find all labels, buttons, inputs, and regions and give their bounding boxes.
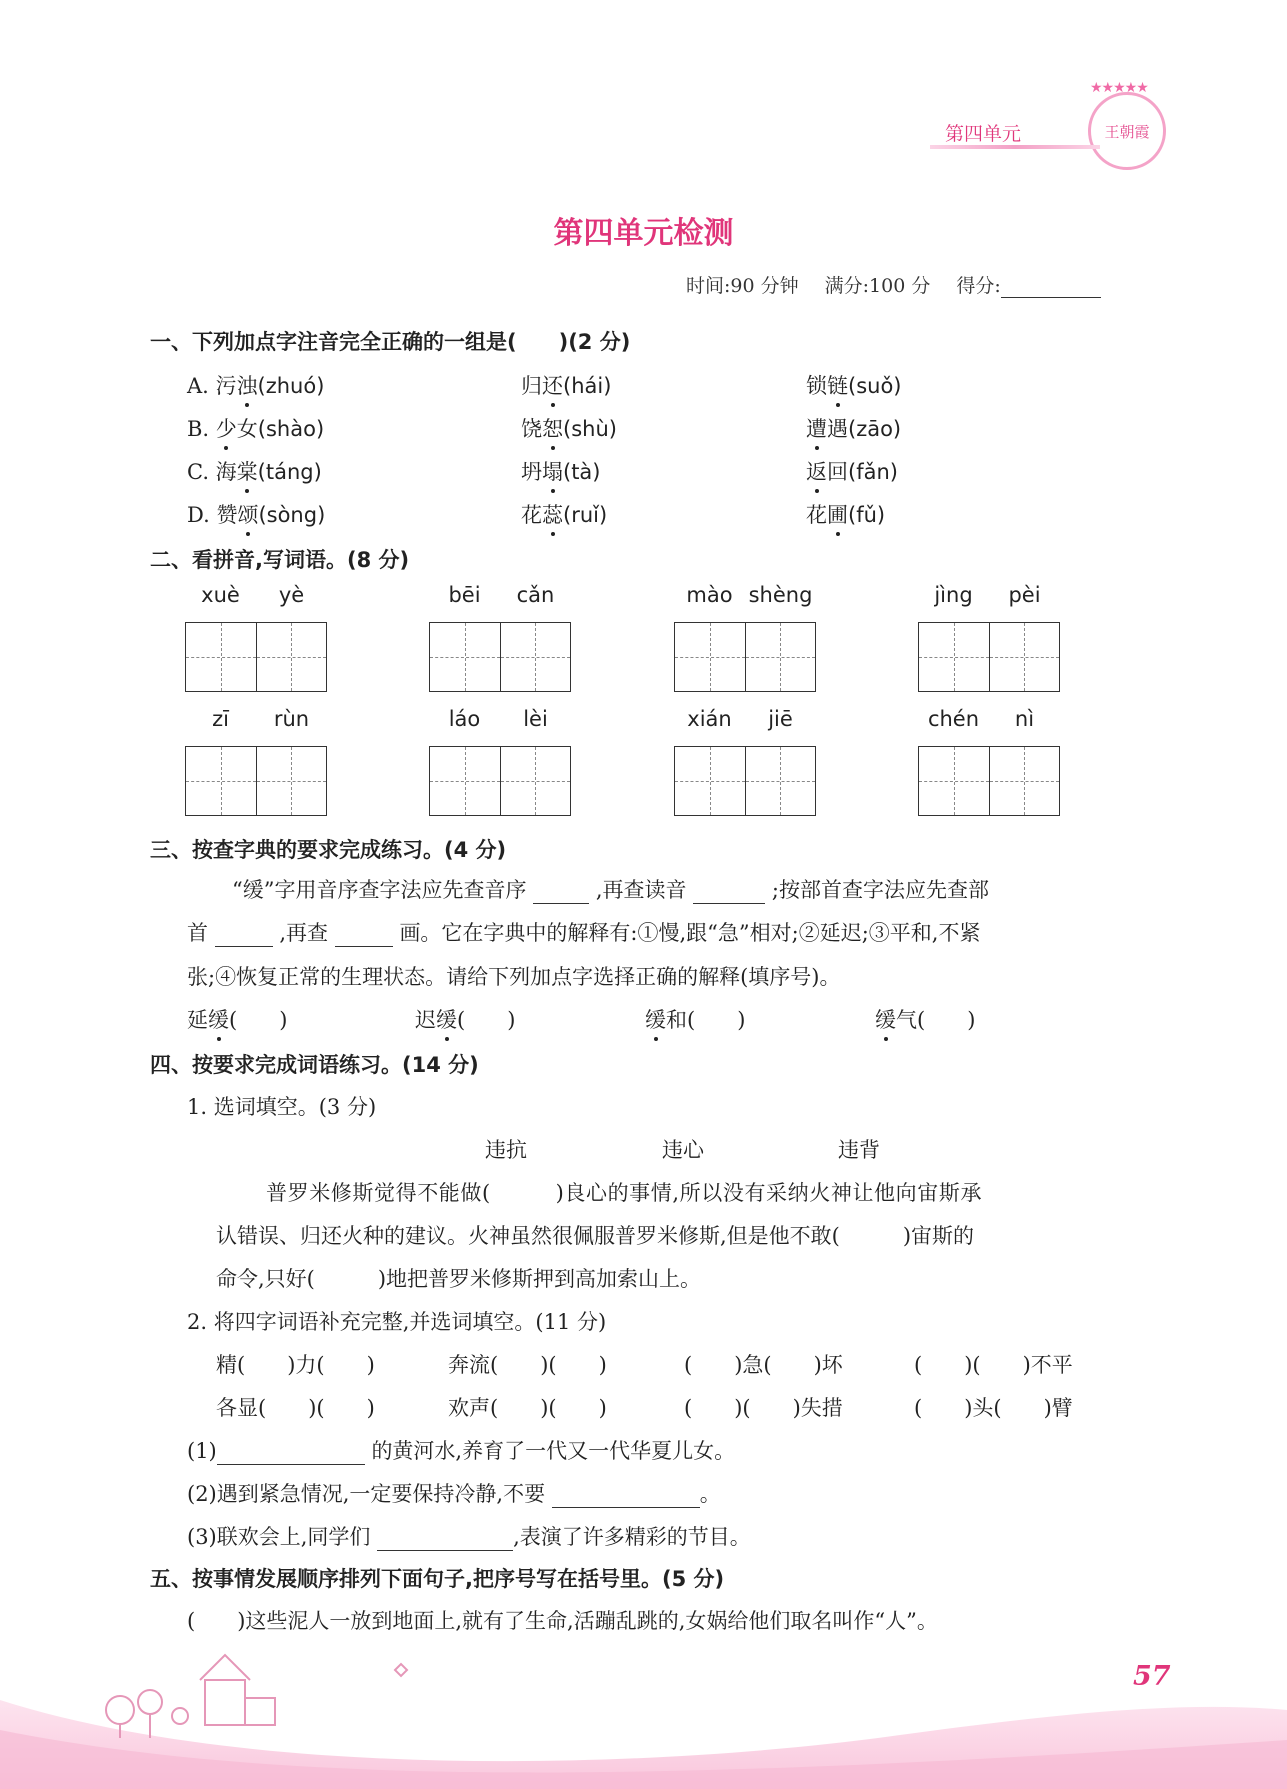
score-blank[interactable]	[1001, 277, 1101, 298]
q1-option-word	[806, 499, 885, 529]
q1-option-label: D. 赞颂(sòng)	[187, 499, 325, 529]
grid-cell[interactable]	[989, 623, 1060, 691]
q1-option-word	[806, 456, 898, 486]
q4-para-line2: 认错误、归还火种的建议。火神虽然很佩服普罗米修斯,但是他不敢( )宙斯的	[216, 1224, 975, 1248]
pinyin-text: (shào)	[257, 417, 325, 441]
pinyin-label: xián	[687, 707, 732, 731]
q1-option-label: C. 海棠(táng)	[187, 456, 322, 486]
pinyin-label: shèng	[748, 583, 813, 607]
unit-tag: 第四单元	[945, 123, 1022, 145]
writing-grid[interactable]	[918, 622, 1060, 692]
q1-word	[806, 503, 885, 527]
char-text: 花	[806, 503, 827, 527]
page-number: 57	[1133, 1661, 1171, 1692]
dotted-char: 恕	[542, 413, 563, 443]
char-text: 坍	[521, 460, 542, 484]
char-text: 回	[827, 460, 848, 484]
pinyin-text: (zāo)	[848, 417, 902, 441]
grid-cell[interactable]	[430, 623, 500, 691]
pinyin-label: jìng	[934, 583, 973, 607]
grid-cell[interactable]	[500, 623, 571, 691]
pinyin-text: (hái)	[563, 374, 612, 398]
q5-line1: ( )这些泥人一放到地面上,就有了生命,活蹦乱跳的,女娲给他们取名叫作“人”。	[187, 1609, 938, 1633]
dotted-char: 棠	[237, 456, 258, 486]
char-text: 赞	[216, 503, 238, 527]
idiom-item[interactable]: ( )头( )臂	[914, 1396, 1073, 1420]
dotted-char: 遭	[806, 413, 827, 443]
footer-wave-decoration	[0, 1640, 1287, 1789]
dotted-char: 少	[216, 413, 237, 443]
q1-option-word	[216, 460, 322, 484]
q4-choice-1: 违抗	[485, 1138, 527, 1162]
q4-s3-blank[interactable]	[377, 1530, 513, 1551]
dotted-char: 缓	[875, 1004, 896, 1034]
pinyin-label: mào	[686, 583, 733, 607]
writing-grid[interactable]	[918, 746, 1060, 816]
pinyin-label: jiē	[768, 707, 793, 731]
time-limit: 时间:90 分钟	[686, 275, 799, 297]
pinyin-label: rùn	[273, 707, 310, 731]
pinyin-text: (fǔ)	[848, 503, 886, 527]
q4-s2-blank[interactable]	[552, 1487, 700, 1508]
stars-decoration: ★★★★★	[1090, 80, 1148, 96]
q1-heading: 一、下列加点字注音完全正确的一组是( )(2 分)	[150, 330, 631, 354]
q5-heading: 五、按事情发展顺序排列下面句子,把序号写在括号里。(5 分)	[150, 1567, 725, 1591]
q1-option-word	[806, 370, 901, 400]
q4-sentence-3: (3)联欢会上,同学们 ,表演了许多精彩的节目。	[187, 1525, 751, 1549]
q1-option-word	[521, 499, 607, 529]
char-text: 女	[236, 417, 258, 441]
char-text: 遇	[827, 417, 848, 441]
char-text: ( )	[457, 1008, 516, 1032]
q1-word	[521, 417, 617, 441]
idiom-item[interactable]: 奔流( )( )	[448, 1353, 607, 1377]
grid-cell[interactable]	[745, 623, 816, 691]
grid-cell[interactable]	[989, 747, 1060, 815]
pinyin-text: (sòng)	[258, 503, 326, 527]
q3-blank-bihua[interactable]	[335, 926, 393, 947]
q3-blank-duyin[interactable]	[693, 883, 765, 904]
pinyin-text: (tà)	[563, 460, 601, 484]
grid-cell[interactable]	[256, 623, 327, 691]
publisher-seal-logo: 王朝霞	[1088, 92, 1166, 170]
writing-grid[interactable]	[429, 622, 571, 692]
q4-sub1: 1. 选词填空。(3 分)	[187, 1095, 377, 1119]
q3-word	[415, 1008, 515, 1032]
char-text: 气( )	[896, 1008, 976, 1032]
q3-line1: “缓”字用音序查字法应先查音序 ,再查读音 ;按部首查字法应先查部	[232, 878, 989, 902]
idiom-item[interactable]: 精( )力( )	[216, 1353, 375, 1377]
q3-line3: 张;④恢复正常的生理状态。请给下列加点字选择正确的解释(填序号)。	[187, 965, 841, 989]
dotted-char: 圃	[827, 499, 848, 529]
q4-choice-3: 违背	[838, 1138, 880, 1162]
dotted-char: 返	[806, 456, 827, 486]
char-text: 和( )	[666, 1008, 746, 1032]
pinyin-text: (zhuó)	[257, 374, 325, 398]
idiom-item[interactable]: ( )( )不平	[914, 1353, 1073, 1377]
q4-sentence-2: (2)遇到紧急情况,一定要保持冷静,不要 。	[187, 1482, 721, 1506]
dotted-char: 颂	[237, 499, 258, 529]
grid-cell[interactable]	[186, 747, 256, 815]
q1-word	[521, 503, 607, 527]
dotted-char: 浊	[237, 370, 258, 400]
char-text: 锁	[806, 374, 827, 398]
grid-cell[interactable]	[500, 747, 571, 815]
q4-choice-2: 违心	[662, 1138, 704, 1162]
grid-cell[interactable]	[675, 623, 745, 691]
q4-sentence-1: (1) 的黄河水,养育了一代又一代华夏儿女。	[187, 1439, 736, 1463]
q1-option-word	[806, 413, 901, 443]
score-label: 得分:	[956, 275, 1001, 297]
exam-meta	[686, 271, 1127, 298]
q1-option-word	[521, 370, 611, 400]
q1-word	[806, 460, 898, 484]
char-text: 饶	[521, 417, 542, 441]
q3-word	[875, 1008, 975, 1032]
idiom-item[interactable]: 欢声( )( )	[448, 1396, 607, 1420]
pinyin-label: yè	[278, 583, 305, 607]
char-text: 花	[521, 503, 542, 527]
dotted-char: 缓	[436, 1004, 457, 1034]
q3-word-item[interactable]	[645, 1004, 745, 1034]
grid-cell[interactable]	[430, 747, 500, 815]
idiom-item[interactable]: ( )( )失措	[684, 1396, 843, 1420]
pinyin-label: bēi	[448, 583, 481, 607]
q1-option-label: B. 少女(shào)	[187, 413, 324, 443]
pinyin-text: (shù)	[563, 417, 617, 441]
pinyin-text: (suǒ)	[848, 374, 902, 398]
q3-blank-bushou[interactable]	[215, 926, 273, 947]
q1-word	[806, 374, 901, 398]
writing-grid[interactable]	[674, 622, 816, 692]
q4-s1-blank[interactable]	[217, 1444, 365, 1465]
q1-word	[521, 460, 601, 484]
q4-para-line1: 普罗米修斯觉得不能做( )良心的事情,所以没有采纳火神让他向宙斯承	[266, 1181, 983, 1205]
dotted-char: 塌	[542, 456, 563, 486]
q3-word	[187, 1008, 287, 1032]
pinyin-text: (ruǐ)	[563, 503, 608, 527]
pinyin-label: lèi	[523, 707, 548, 731]
char-text: 污	[215, 374, 237, 398]
dotted-char: 蕊	[542, 499, 563, 529]
writing-grid[interactable]	[674, 746, 816, 816]
char-text: 延	[187, 1008, 208, 1032]
dotted-char: 还	[542, 370, 563, 400]
grid-cell[interactable]	[256, 747, 327, 815]
q1-option-word	[216, 503, 325, 527]
q3-blank-yinxu[interactable]	[533, 883, 589, 904]
pinyin-text: (fǎn)	[848, 460, 898, 484]
q1-option-label: A. 污浊(zhuó)	[187, 370, 324, 400]
q4-para-line3: 命令,只好( )地把普罗米修斯押到高加索山上。	[216, 1267, 702, 1291]
char-text: 海	[215, 460, 237, 484]
q1-option-word	[216, 374, 325, 398]
char-text: 迟	[415, 1008, 436, 1032]
pinyin-label: nì	[1014, 707, 1035, 731]
pinyin-text: (táng)	[257, 460, 322, 484]
pinyin-label: zī	[212, 707, 229, 731]
q3-word-item[interactable]	[415, 1004, 515, 1034]
unit-underline-decoration	[930, 145, 1100, 149]
writing-grid[interactable]	[185, 746, 327, 816]
q1-option-word	[216, 417, 324, 441]
idiom-item[interactable]: ( )急( )坏	[684, 1353, 843, 1377]
grid-cell[interactable]	[675, 747, 745, 815]
grid-cell[interactable]	[919, 623, 989, 691]
char-text: 归	[521, 374, 542, 398]
dotted-char: 缓	[208, 1004, 229, 1034]
grid-cell[interactable]	[919, 747, 989, 815]
pinyin-label: láo	[448, 707, 481, 731]
char-text: ( )	[229, 1008, 288, 1032]
q3-word-item[interactable]	[875, 1004, 975, 1034]
pinyin-label: xuè	[201, 583, 240, 607]
pinyin-label: cǎn	[516, 583, 555, 607]
grid-cell[interactable]	[186, 623, 256, 691]
q2-heading: 二、看拼音,写词语。(8 分)	[150, 548, 410, 572]
writing-grid[interactable]	[185, 622, 327, 692]
grid-cell[interactable]	[745, 747, 816, 815]
full-score: 满分:100 分	[824, 275, 931, 297]
dotted-char: 链	[827, 370, 848, 400]
pinyin-label: chén	[927, 707, 980, 731]
q1-option-word	[521, 456, 601, 486]
pinyin-label: pèi	[1008, 583, 1041, 607]
q3-word-item[interactable]	[187, 1004, 287, 1034]
q3-heading: 三、按查字典的要求完成练习。(4 分)	[150, 838, 507, 862]
q1-word	[806, 417, 901, 441]
q4-sub2: 2. 将四字词语补充完整,并选词填空。(11 分)	[187, 1310, 607, 1334]
q4-heading: 四、按要求完成词语练习。(14 分)	[150, 1053, 479, 1077]
q1-word	[521, 374, 611, 398]
dotted-char: 缓	[645, 1004, 666, 1034]
q3-word	[645, 1008, 745, 1032]
q1-option-word	[521, 413, 617, 443]
page-title: 第四单元检测	[553, 216, 734, 251]
idiom-item[interactable]: 各显( )( )	[216, 1396, 375, 1420]
writing-grid[interactable]	[429, 746, 571, 816]
q3-line2: 首 ,再查 画。它在字典中的解释有:①慢,跟“急”相对;②延迟;③平和,不紧	[187, 921, 981, 945]
